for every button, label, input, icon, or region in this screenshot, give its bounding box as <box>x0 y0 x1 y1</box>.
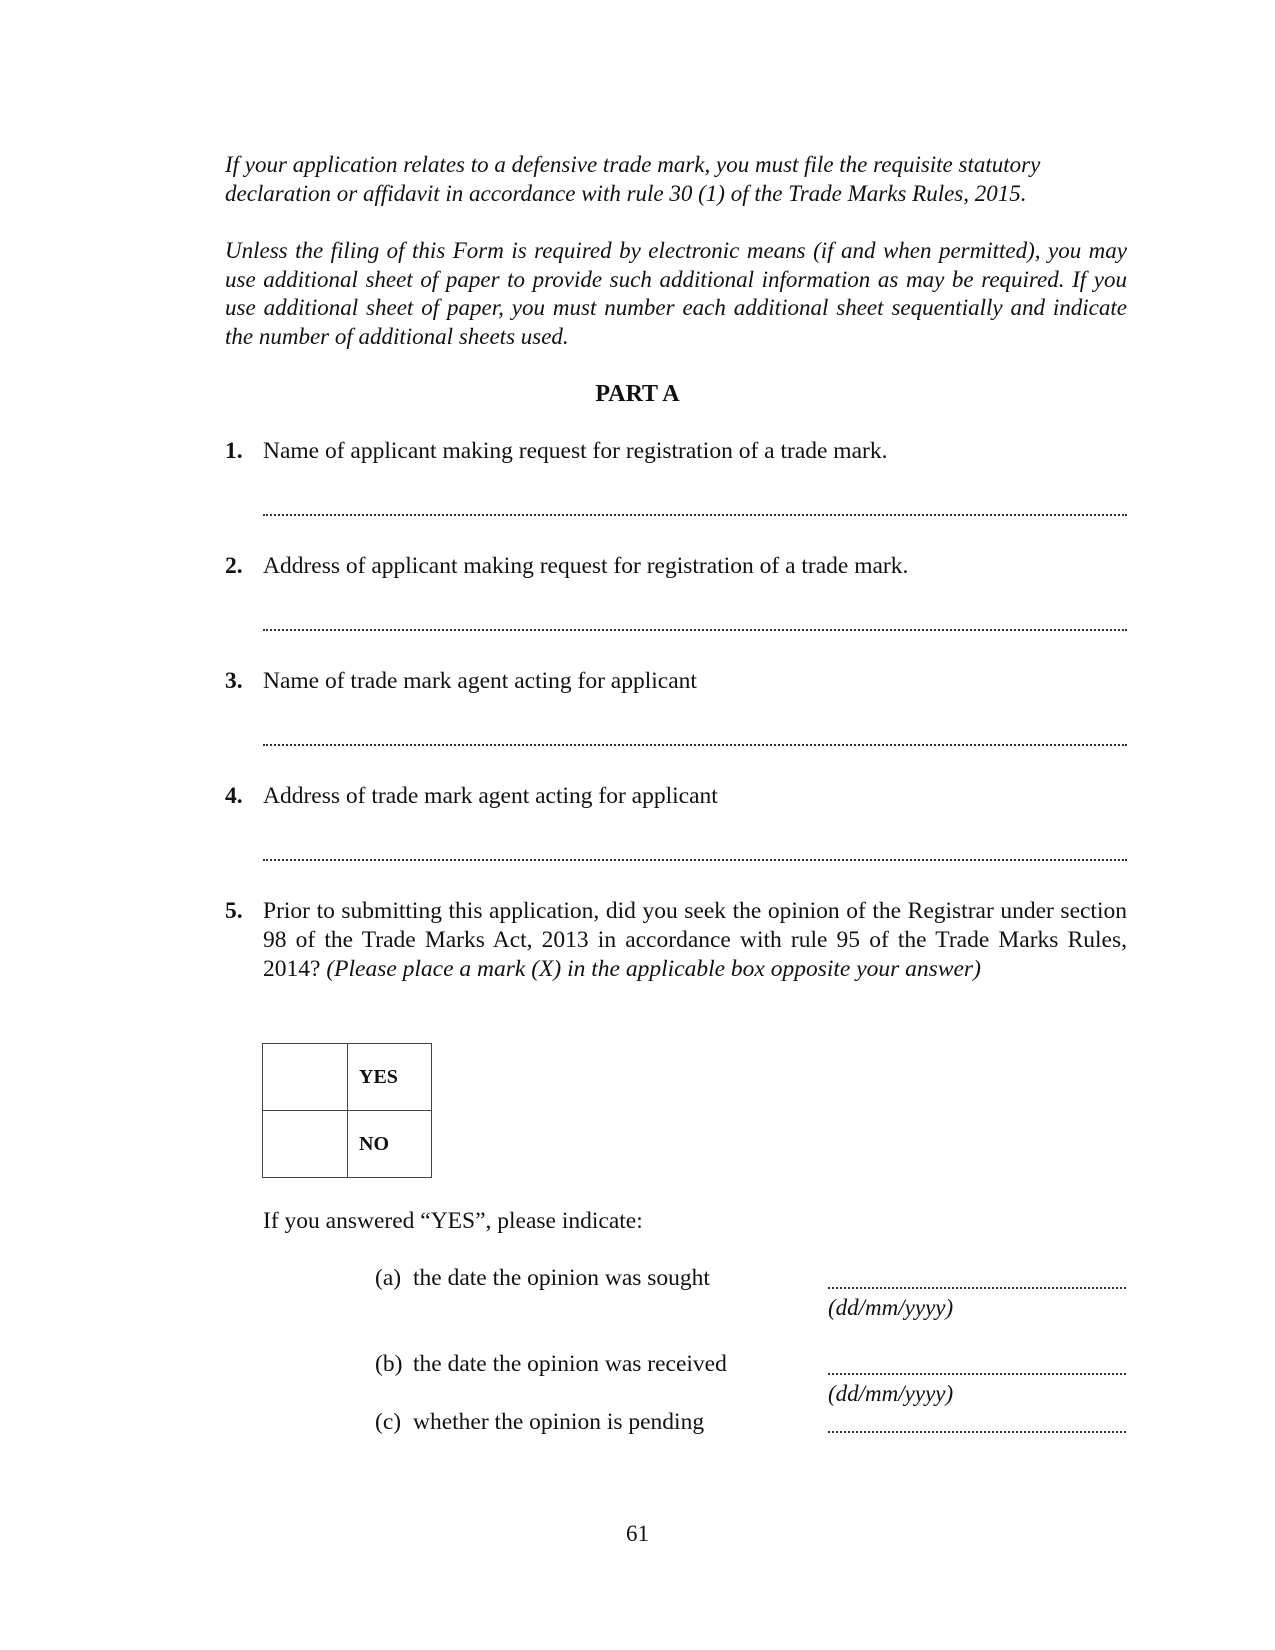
question-text: Prior to submitting this application, did you seek the opinion of the Registrar under section 98 of the Trade Marks Act, 2013 in accordance with rule 95 of the Trade Marks Rules, 2014? <box>263 898 1127 982</box>
applicant-name-field[interactable] <box>263 514 1127 516</box>
no-label: NO <box>348 1111 432 1178</box>
question-text: Name of trade mark agent acting for applicant <box>263 668 697 694</box>
question-number: 2. <box>225 553 243 579</box>
agent-address-field[interactable] <box>263 859 1127 861</box>
date-sought-field[interactable] <box>828 1287 1126 1289</box>
agent-name-field[interactable] <box>263 744 1127 746</box>
date-received-field[interactable] <box>828 1373 1126 1375</box>
question-number: 5. <box>225 898 243 924</box>
question-instruction-note: (Please place a mark (X) in the applicable box opposite your answer) <box>326 956 981 982</box>
date-format-hint: (dd/mm/yyyy) <box>828 1381 954 1406</box>
no-checkbox[interactable] <box>263 1111 348 1178</box>
yes-no-answer-box <box>262 1043 432 1178</box>
no-row <box>263 1111 432 1178</box>
sub-item-letter: (a) <box>375 1265 402 1291</box>
question-number: 4. <box>225 783 243 809</box>
sub-item-text: the date the opinion was sought <box>413 1265 710 1291</box>
sub-item-letter: (b) <box>375 1351 403 1377</box>
opinion-pending-field[interactable] <box>828 1431 1126 1433</box>
question-number: 1. <box>225 438 243 464</box>
question-text-block <box>263 897 1127 984</box>
date-format-hint: (dd/mm/yyyy) <box>828 1295 954 1320</box>
yes-row <box>263 1044 432 1111</box>
page-number: 61 <box>626 1521 649 1546</box>
additional-sheets-instruction: Unless the filing of this Form is required by electronic means (if and when permitted), you may use additional sheet of paper to provide such additional information as may be required. If you use additional sheet of paper, you must number each additional sheet sequentially and indicate the number of additional sheets used. <box>225 238 1127 349</box>
question-text: Address of applicant making request for registration of a trade mark. <box>263 553 909 579</box>
defensive-mark-instruction: If your application relates to a defensive trade mark, you must file the requisite statutory declaration or affidavit in accordance with rule 30 (1) of the Trade Marks Rules, 2015. <box>225 152 1041 206</box>
yes-checkbox[interactable] <box>263 1044 348 1111</box>
yes-label: YES <box>348 1044 432 1111</box>
sub-item-text: the date the opinion was received <box>413 1351 727 1377</box>
part-heading: PART A <box>595 381 680 407</box>
question-text: Address of trade mark agent acting for applicant <box>263 783 718 809</box>
sub-item-letter: (c) <box>375 1409 402 1435</box>
followup-intro: If you answered “YES”, please indicate: <box>263 1208 643 1234</box>
question-number: 3. <box>225 668 243 694</box>
applicant-address-field[interactable] <box>263 629 1127 631</box>
sub-item-text: whether the opinion is pending <box>413 1409 705 1435</box>
question-text: Name of applicant making request for registration of a trade mark. <box>263 438 888 464</box>
